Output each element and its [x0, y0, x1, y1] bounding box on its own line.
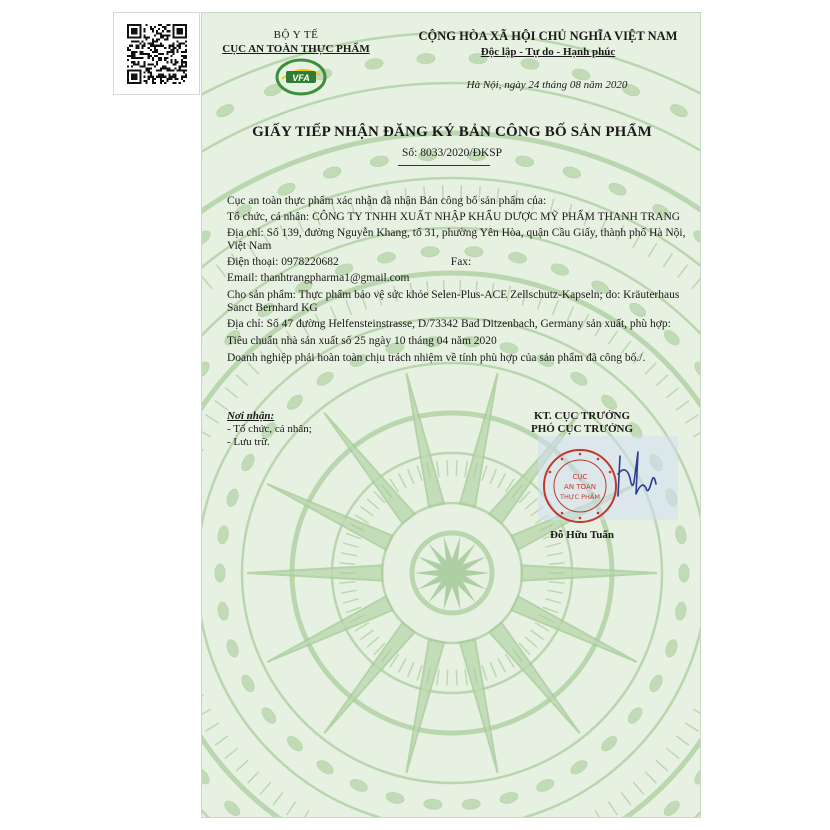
- national-motto: Độc lập - Tự do - Hạnh phúc: [480, 46, 616, 58]
- vfa-logo: [274, 57, 328, 97]
- contact-line: [227, 256, 687, 269]
- recipients-label: Nơi nhận:: [227, 410, 275, 422]
- ministry-name: BỘ Y TẾ: [273, 29, 319, 41]
- republic-name: CỘNG HÒA XÃ HỘI CHỦ NGHĨA VIỆT NAM: [418, 29, 678, 43]
- address-line: Địa chỉ: Số 139, đường Nguyễn Khang, tổ 31, phường Yên Hòa, quận Cầu Giấy, thành phố Hà Nội, Việt Nam: [227, 227, 686, 252]
- fax-text: Fax:: [450, 256, 472, 268]
- maker-address-line: Địa chỉ: Số 47 đường Helfensteinstrasse, D/73342 Bad Ditzenbach, Germany sản xuất, phù hợp:: [227, 318, 671, 330]
- product-line: Cho sản phẩm: Thực phẩm bảo vệ sức khỏe Selen-Plus-ACE Zellschutz-Kapseln; do: Kräuterhaus Sanct Bernhard KG: [227, 289, 680, 314]
- responsibility-line: Doanh nghiệp phải hoàn toàn chịu trách nhiệm về tính phù hợp của sản phẩm đã công bố./.: [227, 352, 646, 364]
- handwritten-signature: [608, 444, 668, 504]
- agency-name: CỤC AN TOÀN THỰC PHẨM: [222, 43, 370, 55]
- qr-code-box: [113, 12, 200, 95]
- stamp-line: THỰC PHẨM: [560, 493, 600, 501]
- document-number: Số: 8033/2020/ĐKSP: [401, 147, 502, 159]
- standard-line: Tiêu chuẩn nhà sản xuất số 25 ngày 10 tháng 04 năm 2020: [227, 335, 497, 347]
- signer-name: Đỗ Hữu Tuấn: [549, 529, 615, 541]
- phone-text: Điện thoại: 0978220682: [227, 256, 339, 268]
- number-underline: [398, 165, 490, 166]
- stamp-line: AN TOÀN: [564, 483, 596, 491]
- intro-line: Cục an toàn thực phẩm xác nhận đã nhận Bản công bố sản phẩm của:: [227, 195, 547, 207]
- document-body: [227, 195, 687, 368]
- recipient-item: - Lưu trữ.: [227, 436, 270, 448]
- email-line: Email: thanhtrangpharma1@gmail.com: [227, 272, 410, 284]
- signer-position: PHÓ CỤC TRƯỞNG: [530, 423, 634, 435]
- signer-block: [502, 410, 662, 436]
- document-title: GIẤY TIẾP NHẬN ĐĂNG KÝ BẢN CÔNG BỐ SẢN PHẨM: [252, 124, 652, 140]
- certificate-document: [201, 12, 701, 818]
- stamp-line: CỤC: [572, 473, 588, 481]
- organization-line: Tổ chức, cá nhân: CÔNG TY TNHH XUẤT NHẬP KHẨU DƯỢC MỸ PHẨM THANH TRANG: [227, 211, 681, 223]
- recipients-block: [227, 410, 407, 449]
- issuer-header: [214, 29, 378, 55]
- stamp-signature-area: [538, 436, 678, 520]
- qr-code-icon: [127, 24, 187, 84]
- recipient-item: - Tổ chức, cá nhân;: [227, 423, 312, 435]
- vfa-logo-text: VFA: [292, 73, 310, 83]
- signer-on-behalf: KT. CỤC TRƯỞNG: [533, 410, 631, 422]
- national-header: [398, 29, 698, 58]
- place-date: Hà Nội, ngày 24 tháng 08 năm 2020: [466, 79, 628, 91]
